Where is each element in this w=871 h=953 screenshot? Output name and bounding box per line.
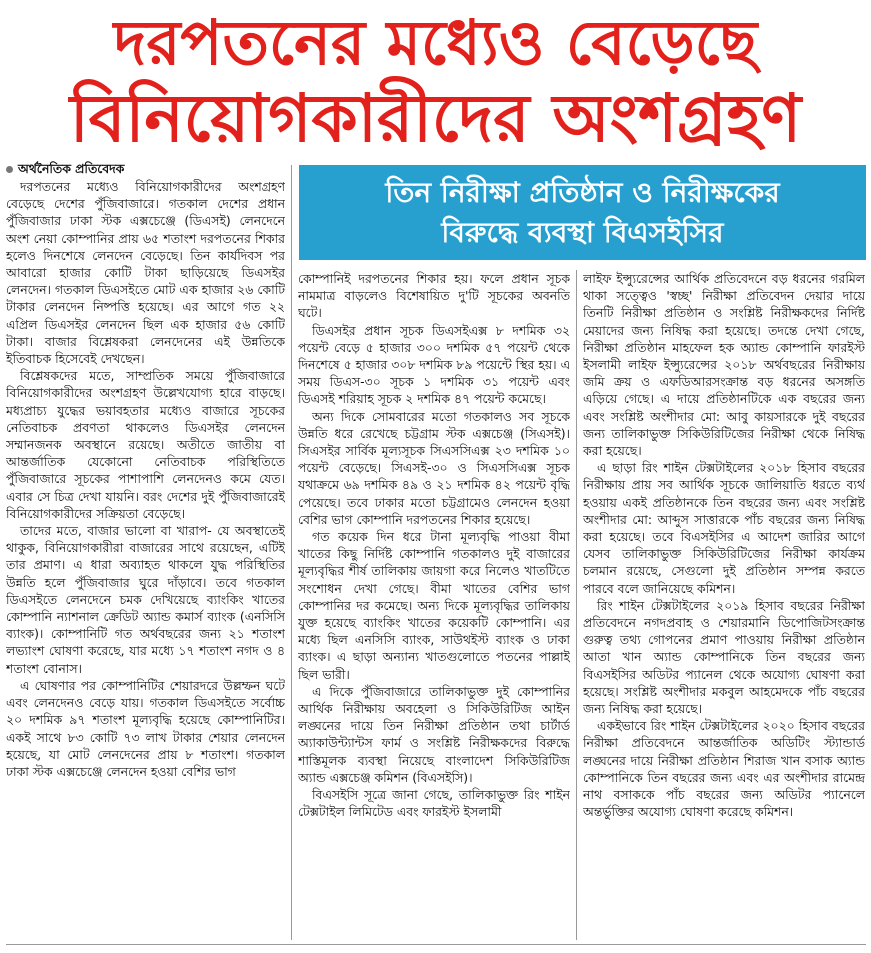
headline-line-2: বিনিয়োগকারীদের অংশগ্রহণ	[69, 80, 802, 157]
bottom-rule	[6, 944, 866, 945]
headline	[0, 0, 871, 160]
paragraph: লাইফ ইন্স্যুরেন্সের আর্থিক প্রতিবেদনে বড় ধরনের গরমিল থাকা সত্ত্বেও 'স্বচ্ছ' নিরীক্ষা প্রতিবেদন দেয়ার দায়ে তিনটি নিরীক্ষা প্রতিষ্ঠান ও সংশ্লিষ্ট নিরীক্ষকদের নির্দিষ্ট মেয়াদের জন্য নিষিদ্ধ করা হয়েছে। তদন্তে দেখা গেছে, নিরীক্ষা প্রতিষ্ঠান মাহফেল হক অ্যান্ড কোম্পানি ফারইস্ট ইসলামী লাইফ ইন্স্যুরেন্সের ২০১৮ অর্থবছরের নিরীক্ষায় জমি ক্রয় ও এফডিআরসংক্রান্ত বড় ধরনের অসঙ্গতি এড়িয়ে গেছে। এ দায়ে প্রতিষ্ঠানটিকে এক বছরের জন্য এবং সংশ্লিষ্ট অংশীদার মো: আবু কায়সারকে দুই বছরের জন্য তালিকাভুক্ত সিকিউরিটিজের নিরীক্ষা থেকে নিষিদ্ধ করা হয়েছে।	[583, 271, 865, 459]
paragraph: বিশ্লেষকদের মতে, সাম্প্রতিক সময়ে পুঁজিবাজারে বিনিয়োগকারীদের অংশগ্রহণ উল্লেখযোগ্য হারে বাড়ছে। মধ্যপ্রাচ্য যুদ্ধের ভয়াবহতার মধ্যেও বাজারে সূচকের নেতিবাচক প্রবণতা থাকলেও ডিএসইর লেনদেন সম্মানজনক অবস্থানে রয়েছে। অতীতে জাতীয় বা আন্তর্জাতিক যেকোনো নেতিবাচক পরিস্থিতিতে পুঁজিবাজারে সূচকের পাশাপাশি লেনদেনও কমে যেত। এবার সে চিত্র দেখা যায়নি। বরং দেশের দুই পুঁজিবাজারেই বিনিয়োগকারীদের সক্রিয়তা বেড়েছে।	[6, 368, 285, 521]
column-divider	[576, 270, 577, 940]
paragraph: কোম্পানিই দরপতনের শিকার হয়। ফলে প্রধান সূচক নামমাত্র বাড়লেও বিশেষায়িত দু'টি সূচকের অবনতি ঘটে।	[298, 271, 570, 321]
byline-text: অর্থনৈতিক প্রতিবেদক	[18, 161, 125, 176]
paragraph: একইভাবে রিং শাইন টেক্সটাইলের ২০২০ হিসাব বছরের নিরীক্ষা প্রতিবেদনে আন্তর্জাতিক অডিটিং স্ট্যান্ডার্ড লঙ্ঘনের দায়ে নিরীক্ষা প্রতিষ্ঠান শিরাজ খান বসাক অ্যান্ড কোম্পানিকে তিন বছরের জন্য এবং এর অংশীদার রামেন্দ্র নাথ বসাককে পাঁচ বছরের জন্য অডিটর প্যানেলে অন্তর্ভুক্তির অযোগ্য ঘোষণা করেছে কমিশন।	[583, 718, 865, 820]
subheadline-box	[299, 165, 866, 260]
paragraph: বিএসইসি সূত্রে জানা গেছে, তালিকাভুক্ত রিং শাইন টেক্সটাইল লিমিটেড এবং ফারইস্ট ইসলামী	[298, 787, 570, 820]
subheadline-line-1: তিন নিরীক্ষা প্রতিষ্ঠান ও নিরীক্ষকের	[385, 176, 780, 209]
article-column-2	[298, 270, 570, 935]
byline	[6, 160, 285, 178]
paragraph: গত কয়েক দিন ধরে টানা মূল্যবৃদ্ধি পাওয়া বীমা খাতের কিছু নির্দিষ্ট কোম্পানি গতকালও দুই বাজারের মূল্যবৃদ্ধির শীর্ষ তালিকায় জায়গা করে নিলেও খাতটিতে সংশোধন দেখা গেছে। বীমা খাতের বেশির ভাগ কোম্পানির দর কমেছে। অন্য দিকে মূল্যবৃদ্ধির তালিকায় যুক্ত হয়েছে ব্যাংকিং খাতের কয়েকটি কোম্পানি। এর মধ্যে ছিল এনসিসি ব্যাংক, সাউথইস্ট ব্যাংক ও ঢাকা ব্যাংক। এ ছাড়া অন্যান্য খাতগুলোতে পতনের পাল্লাই ছিল ভারী।	[298, 529, 570, 682]
paragraph: দরপতনের মধ্যেও বিনিয়োগকারীদের অংশগ্রহণ বেড়েছে দেশের পুঁজিবাজারে। গতকাল দেশের প্রধান পুঁজিবাজার ঢাকা স্টক এক্সচেঞ্জে (ডিএসই) লেনদেনে অংশ নেয়া কোম্পানির প্রায় ৬৫ শতাংশ দরপতনের শিকার হলেও দিনশেষে লেনদেন বেড়েছে। তিন কার্যদিবস পর আবারো হাজার কোটি টাকা ছাড়িয়েছে ডিএসইর লেনদেন। গতকাল ডিএসইতে মোট এক হাজার ২৬ কোটি টাকার লেনদেন নিষ্পত্তি হয়েছে। এর আগে গত ২২ এপ্রিল ডিএসইর লেনদেন ছিল এক হাজার ৫৬ কোটি টাকা। বাজার বিশ্লেষকরা লেনদেনের এই উন্নতিকে ইতিবাচক হিসেবেই দেখছেন।	[6, 179, 285, 367]
headline-line-1: দরপতনের মধ্যেও বেড়েছে	[113, 6, 758, 79]
paragraph: রিং শাইন টেক্সটাইলের ২০১৯ হিসাব বছরের নিরীক্ষা প্রতিবেদনে নগদপ্রবাহ ও শেয়ারমানি ডিপোজিটসংক্রান্ত গুরুত্ব তথ্য গোপনের প্রমাণ পাওয়ায় নিরীক্ষা প্রতিষ্ঠান আতা খান অ্যান্ড কোম্পানিকে তিন বছরের জন্য বিএসইসির অডিটর প্যানেল থেকে অযোগ্য ঘোষণা করা হয়েছে। সংশ্লিষ্ট অংশীদার মকবুল আহমেদকে পাঁচ বছরের জন্য নিষিদ্ধ করা হয়েছে।	[583, 597, 865, 717]
paragraph: এ ঘোষণার পর কোম্পানিটির শেয়ারদরে উল্লম্ফন ঘটে এবং লেনদেনও বেড়ে যায়। গতকাল ডিএসইতে সর্বোচ্চ ২০ দশমিক ৯৭ শতাংশ মূল্যবৃদ্ধি হয়েছে কোম্পানিটির। একই সাথে ৮৩ কোটি ৭৩ লাখ টাকার শেয়ার লেনদেন হয়েছে, যা মোট লেনদেনের প্রায় ৮ শতাংশ। গতকাল ঢাকা স্টক এক্সচেঞ্জে লেনদেন হওয়া বেশির ভাগ	[6, 677, 285, 779]
bullet-icon	[6, 166, 13, 173]
paragraph: ডিএসইর প্রধান সূচক ডিএসইএক্স ৮ দশমিক ৩২ পয়েন্ট বেড়ে ৫ হাজার ৩০০ দশমিক ৫৭ পয়েন্ট থেকে দিনশেষে ৫ হাজার ৩০৮ দশমিক ৮৯ পয়েন্টে স্থির হয়। এ সময় ডিএস-৩০ সূচক ১ দশমিক ৩১ পয়েন্ট এবং ডিএসই শরিয়াহ সূচক ২ দশমিক ৪৭ পয়েন্ট কমেছে।	[298, 322, 570, 407]
paragraph: অন্য দিকে সোমবারের মতো গতকালও সব সূচকে উন্নতি ধরে রেখেছে চট্টগ্রাম স্টক এক্সচেঞ্জ (সিএসই)। সিএসইর সার্বিক মূল্যসূচক সিএসসিএক্স ২৩ দশমিক ১০ পয়েন্ট বেড়েছে। সিএসই-৩০ ও সিএসসিএক্স সূচক যথাক্রমে ৬৯ দশমিক ৪৯ ও ২১ দশমিক ৪২ পয়েন্ট বৃদ্ধি পেয়েছে। তবে ঢাকার মতো চট্টগ্রামেও লেনদেন হওয়া বেশির ভাগ কোম্পানি দরপতনের শিকার হয়েছে।	[298, 408, 570, 527]
article-column-1	[6, 160, 285, 935]
paragraph: এ দিকে পুঁজিবাজারে তালিকাভুক্ত দুই কোম্পানির আর্থিক নিরীক্ষায় অবহেলা ও সিকিউরিটিজ আইন লঙ্ঘনের দায়ে তিন নিরীক্ষা প্রতিষ্ঠান তথা চার্টার্ড অ্যাকাউন্ট্যান্টস ফার্ম ও সংশ্লিষ্ট নিরীক্ষকদের বিরুদ্ধে শাস্তিমূলক ব্যবস্থা নিয়েছে বাংলাদেশ সিকিউরিটিজ অ্যান্ড এক্সচেঞ্জ কমিশন (বিএসইসি)।	[298, 683, 570, 785]
paragraph: তাদের মতে, বাজার ভালো বা খারাপ- যে অবস্থাতেই থাকুক, বিনিয়োগকারীরা বাজারের সাথে রয়েছেন, এটিই তার প্রমাণ। এ ধারা অব্যাহত থাকলে যুদ্ধ পরিস্থিতির উন্নতি হলে পুঁজিবাজার ঘুরে দাঁড়াবে। তবে গতকাল ডিএসইতে লেনদেনে চমক দেখিয়েছে ব্যাংকিং খাতের কোম্পানি ন্যাশনাল ক্রেডিট অ্যান্ড কমার্স ব্যাংক (এনসিসি ব্যাংক)। কোম্পানিটি গত অর্থবছরের জন্য ২১ শতাংশ লভ্যাংশ ঘোষণা করেছে, যার মধ্যে ১৭ শতাংশ নগদ ও ৪ শতাংশ বোনাস।	[6, 523, 285, 676]
column-divider	[291, 165, 292, 940]
subheadline-line-2: বিরুদ্ধে ব্যবস্থা বিএসইসির	[441, 216, 724, 249]
paragraph: এ ছাড়া রিং শাইন টেক্সটাইলের ২০১৮ হিসাব বছরের নিরীক্ষায় প্রায় সব আর্থিক সূচকে জালিয়াতি ধরতে ব্যর্থ হওয়ায় একই প্রতিষ্ঠানকে তিন বছরের জন্য এবং সংশ্লিষ্ট অংশীদার মো: আব্দুস সাত্তারকে পাঁচ বছরের জন্য নিষিদ্ধ করা হয়েছে। তবে বিএসইসির এ আদেশ জারির আগে যেসব তালিকাভুক্ত সিকিউরিটিজের নিরীক্ষা কার্যক্রম চলমান রয়েছে, সেগুলো দুই প্রতিষ্ঠান সম্পন্ন করতে পারবে বলে জানিয়েছে কমিশন।	[583, 460, 865, 596]
article-column-3	[583, 270, 865, 935]
